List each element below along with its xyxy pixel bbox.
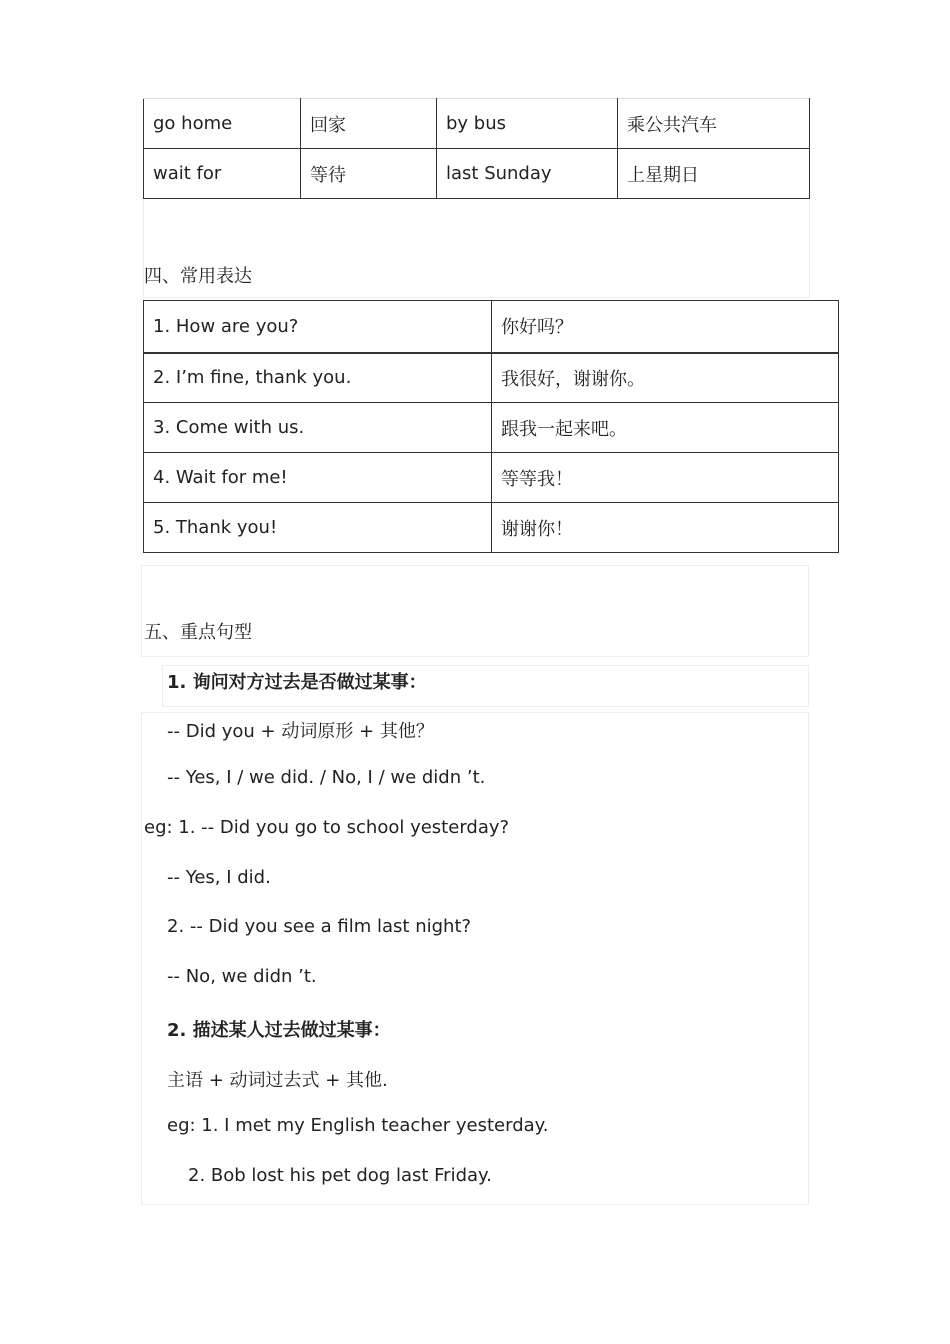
point1-example2-answer: -- No, we didn ’t. bbox=[167, 966, 317, 987]
point1-example2-question: 2. -- Did you see a film last night? bbox=[167, 916, 472, 937]
point2-example2: 2. Bob lost his pet dog last Friday. bbox=[188, 1165, 492, 1186]
vocab-cell: last Sunday bbox=[437, 149, 618, 199]
point1-example1-answer: -- Yes, I did. bbox=[167, 867, 271, 888]
expression-en: 2. I’m fine, thank you. bbox=[144, 353, 492, 403]
table-row bbox=[144, 353, 839, 403]
table-row bbox=[144, 403, 839, 453]
point2-example1: eg: 1. I met my English teacher yesterday. bbox=[167, 1115, 549, 1136]
table-row bbox=[144, 99, 810, 149]
vocab-cell: 乘公共汽车 bbox=[618, 99, 810, 149]
point2-title: 2. 描述某人过去做过某事： bbox=[167, 1020, 391, 1041]
expression-zh: 你好吗？ bbox=[492, 301, 839, 353]
section5-heading: 五、重点句型 bbox=[144, 622, 252, 643]
expression-zh: 我很好，谢谢你。 bbox=[492, 353, 839, 403]
vocab-cell: 等待 bbox=[301, 149, 437, 199]
vocab-cell: wait for bbox=[144, 149, 301, 199]
table-row bbox=[144, 301, 839, 353]
vocab-cell: 回家 bbox=[301, 99, 437, 149]
expression-en: 1. How are you? bbox=[144, 301, 492, 353]
expression-zh: 等等我！ bbox=[492, 453, 839, 503]
expression-zh: 跟我一起来吧。 bbox=[492, 403, 839, 453]
table-row bbox=[144, 453, 839, 503]
expression-en: 5. Thank you! bbox=[144, 503, 492, 553]
point1-pattern-answer: -- Yes, I / we did. / No, I / we didn ’t. bbox=[167, 767, 486, 788]
expressions-table bbox=[143, 300, 839, 553]
expression-en: 4. Wait for me! bbox=[144, 453, 492, 503]
table-row bbox=[144, 149, 810, 199]
expression-zh: 谢谢你！ bbox=[492, 503, 839, 553]
vocab-cell: go home bbox=[144, 99, 301, 149]
point1-title: 1. 询问对方过去是否做过某事： bbox=[167, 672, 427, 693]
vocab-cell: 上星期日 bbox=[618, 149, 810, 199]
vocab-cell: by bus bbox=[437, 99, 618, 149]
point1-pattern-question: -- Did you + 动词原形 + 其他？ bbox=[167, 721, 434, 742]
vocab-table bbox=[143, 98, 810, 199]
expression-en: 3. Come with us. bbox=[144, 403, 492, 453]
point1-example1-question: eg: 1. -- Did you go to school yesterday? bbox=[144, 817, 510, 838]
table-row bbox=[144, 503, 839, 553]
section4-heading: 四、常用表达 bbox=[144, 266, 252, 287]
point2-pattern: 主语 + 动词过去式 + 其他. bbox=[167, 1070, 388, 1091]
